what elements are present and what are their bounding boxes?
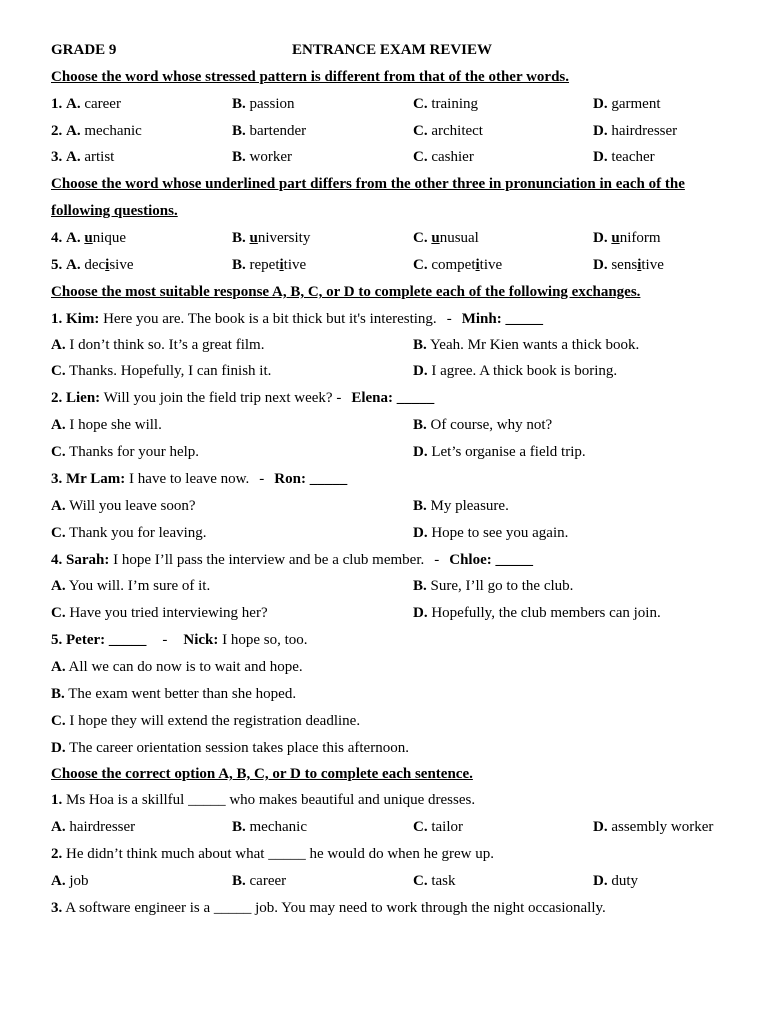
s3-q3-option-c: C. Thank you for leaving. <box>51 525 207 541</box>
s4-q1-option-b: B. mechanic <box>232 819 307 835</box>
s3-q1-option-b: B. Yeah. Mr Kien wants a thick book. <box>413 337 640 353</box>
s4-q1-option-a: A. hairdresser <box>51 819 136 835</box>
s1-q2-option-a: 2. A. mechanic <box>51 123 142 139</box>
s3-q4-option-d: D. Hopefully, the club members can join. <box>413 605 661 621</box>
s3-q5-option-d: D. The career orientation session takes place this afternoon. <box>51 740 409 756</box>
s4-q2-stem: 2. He didn’t think much about what _____ he would do when he grew up. <box>51 846 494 862</box>
grade-label: GRADE 9 <box>51 42 117 58</box>
s4-q2-option-c: C. task <box>413 873 456 889</box>
s1-q3-option-b: B. worker <box>232 149 292 165</box>
s3-q4-option-a: A. You will. I’m sure of it. <box>51 578 211 594</box>
s1-q1-option-c: C. training <box>413 96 478 112</box>
s1-q1-option-b: B. passion <box>232 96 295 112</box>
section1-instruction: Choose the word whose stressed pattern is different from that of the other words. <box>51 69 570 85</box>
s2-q5-option-b: B. repetitive <box>232 257 307 273</box>
s3-q5-exchange: 5. Peter: _____ - Nick: I hope so, too. <box>51 632 308 648</box>
s4-q2-option-d: D. duty <box>593 873 639 889</box>
s3-q5-option-b: B. The exam went better than she hoped. <box>51 686 297 702</box>
section2-instruction-line2: following questions. <box>51 203 178 219</box>
s3-q3-option-a: A. Will you leave soon? <box>51 498 196 514</box>
s3-q1-option-a: A. I don’t think so. It’s a great film. <box>51 337 265 353</box>
s1-q3-option-c: C. cashier <box>413 149 474 165</box>
s4-q1-stem: 1. Ms Hoa is a skillful _____ who makes beautiful and unique dresses. <box>51 792 476 808</box>
s1-q1-option-a: 1. A. career <box>51 96 121 112</box>
s1-q3-option-d: D. teacher <box>593 149 655 165</box>
s1-q3-option-a: 3. A. artist <box>51 149 115 165</box>
s3-q4-exchange: 4. Sarah: I hope I’ll pass the interview and be a club member. - Chloe: _____ <box>51 552 533 568</box>
s1-q2-option-c: C. architect <box>413 123 483 139</box>
section4-instruction: Choose the correct option A, B, C, or D to complete each sentence. <box>51 766 473 782</box>
s3-q1-option-d: D. I agree. A thick book is boring. <box>413 363 618 379</box>
s3-q4-option-b: B. Sure, I’ll go to the club. <box>413 578 574 594</box>
page-title: ENTRANCE EXAM REVIEW <box>292 42 493 58</box>
s4-q2-option-b: B. career <box>232 873 287 889</box>
s3-q1-exchange: 1. Kim: Here you are. The book is a bit thick but it's interesting. - Minh: _____ <box>51 311 543 327</box>
s3-q3-option-d: D. Hope to see you again. <box>413 525 569 541</box>
s2-q4-option-d: D. uniform <box>593 230 661 246</box>
s2-q5-option-c: C. competitive <box>413 257 503 273</box>
s2-q5-option-d: D. sensitive <box>593 257 664 273</box>
section3-instruction: Choose the most suitable response A, B, C, or D to complete each of the following exchanges. <box>51 284 641 300</box>
s1-q1-option-d: D. garment <box>593 96 661 112</box>
s3-q2-option-a: A. I hope she will. <box>51 417 162 433</box>
s1-q2-option-d: D. hairdresser <box>593 123 678 139</box>
section2-instruction-line1: Choose the word whose underlined part differs from the other three in pronunciation in each of the <box>51 176 685 192</box>
s4-q3-stem: 3. A software engineer is a _____ job. You may need to work through the night occasionally. <box>51 900 606 916</box>
s3-q3-exchange: 3. Mr Lam: I have to leave now. - Ron: _____ <box>51 471 348 487</box>
s3-q2-exchange: 2. Lien: Will you join the field trip next week? - Elena: _____ <box>51 390 435 406</box>
s4-q2-option-a: A. job <box>51 873 89 889</box>
s3-q2-option-c: C. Thanks for your help. <box>51 444 200 460</box>
s2-q5-option-a: 5. A. decisive <box>51 257 134 273</box>
s4-q1-option-c: C. tailor <box>413 819 463 835</box>
s2-q4-option-c: C. unusual <box>413 230 479 246</box>
s3-q4-option-c: C. Have you tried interviewing her? <box>51 605 268 621</box>
s3-q1-option-c: C. Thanks. Hopefully, I can finish it. <box>51 363 272 379</box>
s3-q3-option-b: B. My pleasure. <box>413 498 509 514</box>
s3-q5-option-a: A. All we can do now is to wait and hope. <box>51 659 303 675</box>
s4-q1-option-d: D. assembly worker <box>593 819 714 835</box>
s2-q4-option-b: B. university <box>232 230 311 246</box>
s3-q2-option-b: B. Of course, why not? <box>413 417 553 433</box>
s1-q2-option-b: B. bartender <box>232 123 307 139</box>
s3-q5-option-c: C. I hope they will extend the registration deadline. <box>51 713 361 729</box>
s2-q4-option-a: 4. A. unique <box>51 230 127 246</box>
s3-q2-option-d: D. Let’s organise a field trip. <box>413 444 586 460</box>
